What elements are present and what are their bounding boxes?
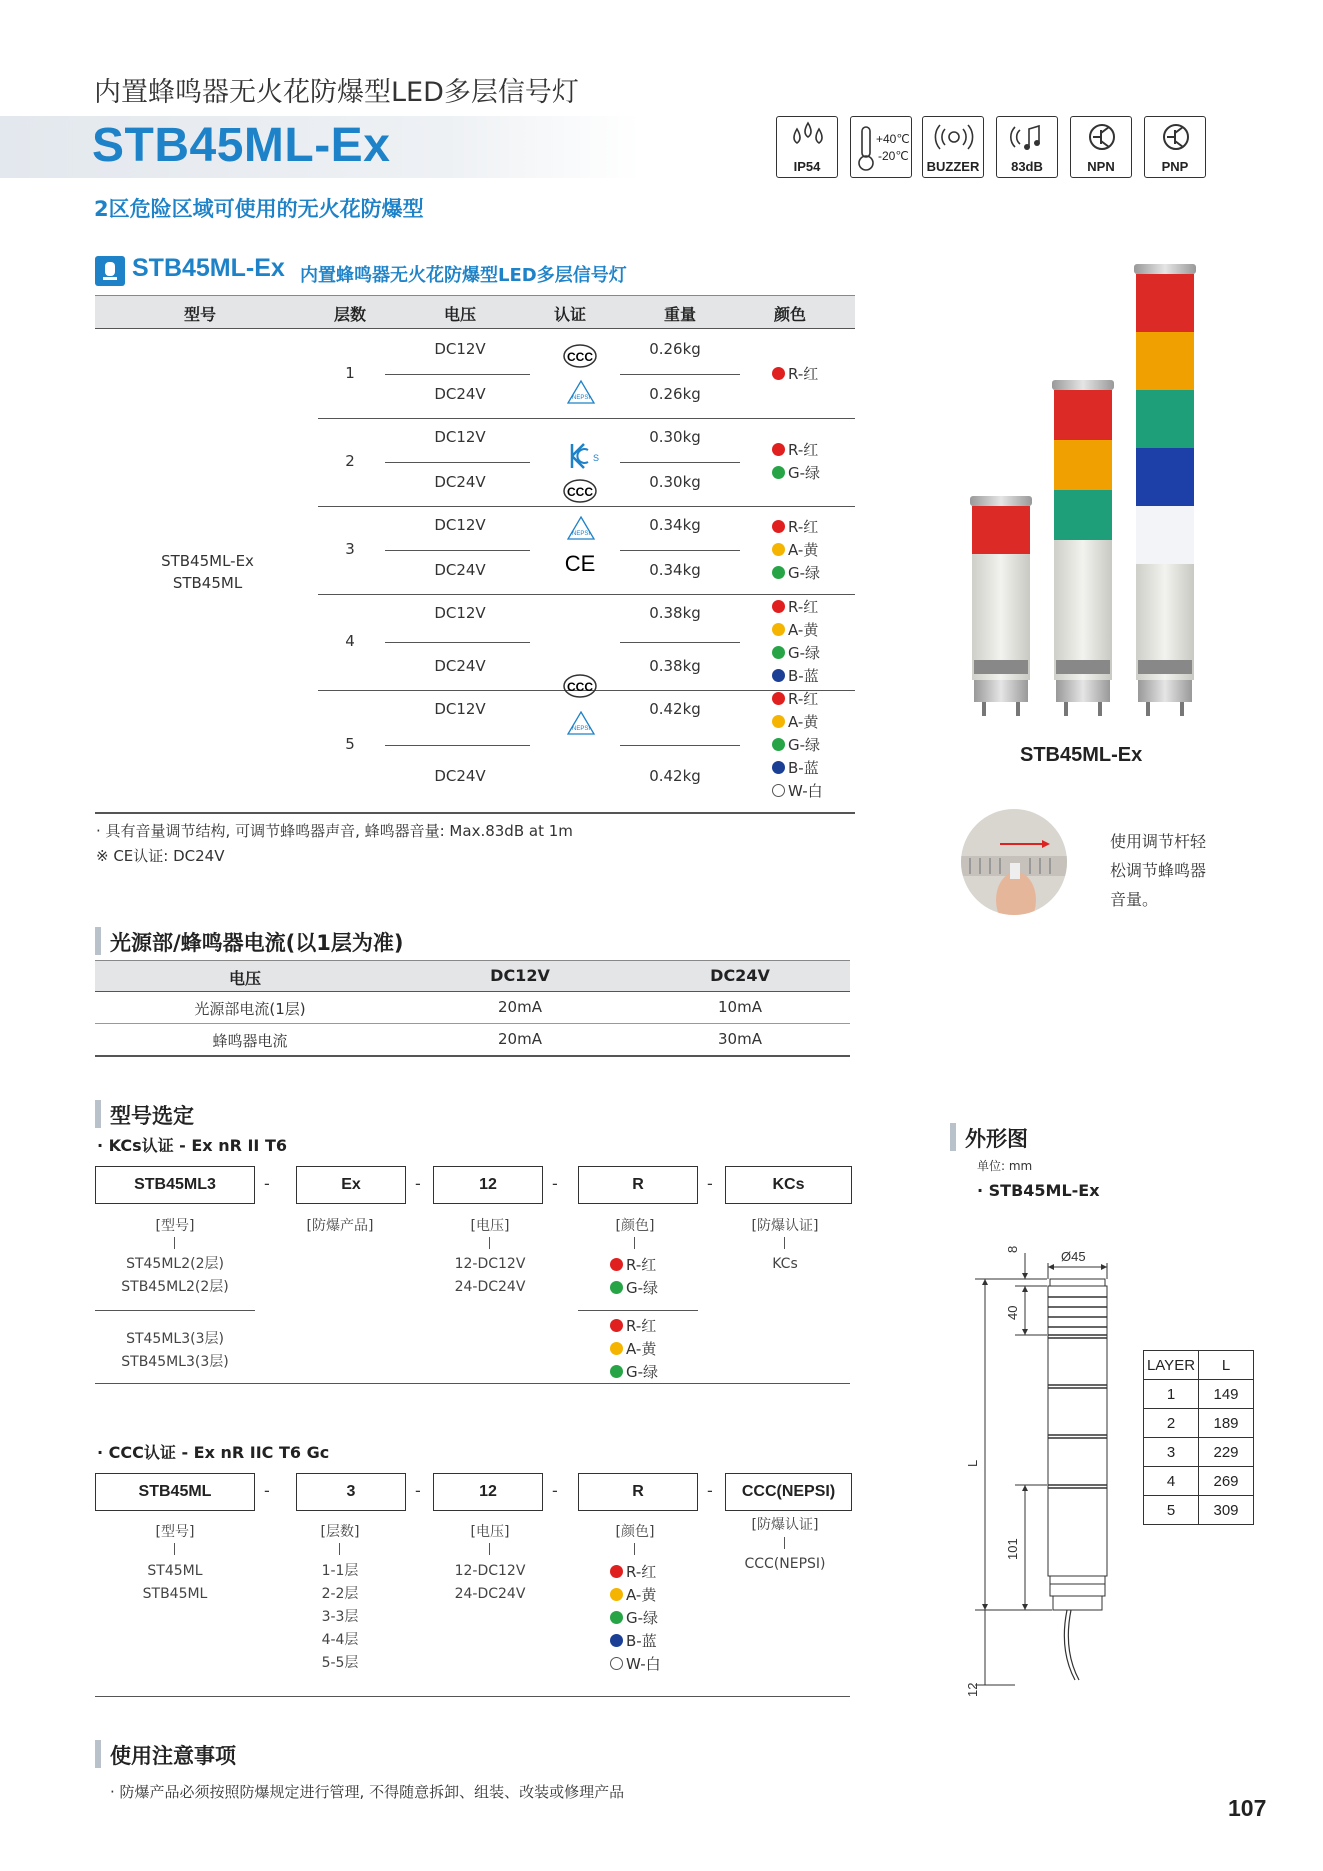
current-row-1-label: 光源部电流(1层): [194, 1000, 306, 1018]
kcs-label-cert: [防爆认证]: [751, 1218, 819, 1234]
color-option: R-红: [772, 596, 820, 619]
svg-text:8: 8: [1005, 1245, 1020, 1253]
color-dot: [610, 1342, 623, 1355]
code-box: CCC(NEPSI): [725, 1473, 852, 1511]
color-dot: [610, 1634, 623, 1647]
kcs-model-b1: ST45ML3(3层): [126, 1331, 224, 1347]
nepsi-cert-icon: [566, 379, 596, 405]
current-row-1-dc24: 10mA: [718, 998, 762, 1016]
kcs-colors-a: [610, 1254, 658, 1300]
svg-text:NEPSI: NEPSI: [571, 395, 591, 401]
ccc-label-layers: [层数]: [320, 1524, 360, 1540]
code-box: 12: [433, 1473, 543, 1511]
svg-text:CCC: CCC: [567, 680, 593, 694]
ccc-label-model: [型号]: [155, 1524, 195, 1540]
current-row-2-label: 蜂鸣器电流: [212, 1032, 288, 1050]
caution-item-1: · 防爆产品必须按照防爆规定进行管理, 不得随意拆卸、组装、改装或修理产品: [110, 1783, 625, 1801]
caution-section-bar: [95, 1740, 101, 1768]
kcs-voltage-24: 24-DC24V: [454, 1279, 526, 1295]
color-dot: [772, 466, 785, 479]
kcs-model-b2: STB45ML3(3层): [121, 1354, 229, 1370]
color-option: B-蓝: [772, 665, 820, 688]
weight-cell: 0.30kg: [649, 473, 701, 491]
code-box: STB45ML: [95, 1473, 255, 1511]
voltage-cell: DC12V: [434, 700, 486, 718]
dimension-title: 外形图: [965, 1127, 1028, 1151]
product-photo: [960, 260, 1220, 730]
product-table-header: 型号 层数 电压 认证 重量 颜色: [95, 295, 855, 329]
weight-cell: 0.38kg: [649, 604, 701, 622]
page-supertitle: 内置蜂鸣器无火花防爆型LED多层信号灯: [94, 77, 579, 108]
color-option: G-绿: [610, 1361, 658, 1384]
color-dot: [772, 443, 785, 456]
ccc-label-cert: [防爆认证]: [751, 1517, 819, 1533]
color-dot: [610, 1281, 623, 1294]
kcs-label-color: [颜色]: [615, 1218, 655, 1234]
row-separator: [318, 418, 855, 419]
note-volume: · 具有音量调节结构, 可调节蜂鸣器声音, 蜂鸣器音量: Max.83dB at 1m: [96, 822, 573, 840]
sound-icon: 83dB: [996, 116, 1058, 178]
layers-cell: 1: [345, 364, 355, 382]
layers-cell: 4: [345, 632, 355, 650]
page-title: STB45ML-Ex: [92, 119, 391, 172]
color-option: A-黄: [772, 711, 823, 734]
code-box: Ex: [296, 1166, 406, 1204]
color-option: G-绿: [772, 562, 820, 585]
layer-option: 3-3层: [321, 1609, 359, 1625]
layers-cell: 3: [345, 540, 355, 558]
code-box: KCs: [725, 1166, 852, 1204]
weight-cell: 0.42kg: [649, 700, 701, 718]
ccc-colors: [610, 1561, 661, 1676]
ccc-model-2: STB45ML: [142, 1586, 208, 1602]
code-separator: -: [415, 1481, 421, 1500]
kcs-cert-value: KCs: [772, 1256, 798, 1272]
current-table-header: 电压 DC12V DC24V: [95, 960, 850, 992]
table-bottom-line: [95, 812, 855, 814]
row-divider: [620, 745, 740, 746]
dimension-model: · STB45ML-Ex: [977, 1181, 1100, 1200]
kcs-subtitle: · KCs认证 - Ex nR II T6: [97, 1136, 288, 1155]
ccc-cert-value: CCC(NEPSI): [744, 1556, 826, 1572]
row-divider: [620, 642, 740, 643]
color-option: G-绿: [772, 462, 820, 485]
current-row-2-dc12: 20mA: [498, 1030, 542, 1048]
weight-cell: 0.34kg: [649, 516, 701, 534]
selection-section-title: 型号选定: [110, 1104, 194, 1128]
svg-text:CCC: CCC: [567, 350, 593, 364]
layer-option: 1-1层: [321, 1563, 359, 1579]
code-box: STB45ML3: [95, 1166, 255, 1204]
voltage-cell: DC24V: [434, 657, 486, 675]
water-drops-icon: IP54: [776, 116, 838, 178]
svg-text:Ø45: Ø45: [1061, 1249, 1086, 1264]
color-option: A-黄: [772, 619, 820, 642]
voltage-cell: DC24V: [434, 767, 486, 785]
dimension-unit: 单位: mm: [977, 1159, 1033, 1173]
weight-cell: 0.30kg: [649, 428, 701, 446]
color-dot: [610, 1611, 623, 1624]
kcs-label-voltage: [电压]: [470, 1218, 510, 1234]
svg-text:12: 12: [965, 1682, 980, 1697]
nepsi-cert-icon-3: [566, 710, 596, 736]
color-dot: [772, 566, 785, 579]
code-separator: -: [552, 1174, 558, 1193]
color-list: [772, 516, 820, 585]
header-stripes: [630, 116, 770, 178]
color-option: W-白: [610, 1653, 661, 1676]
ccc-cert-icon-3: [562, 672, 598, 700]
code-box: 12: [433, 1166, 543, 1204]
row-divider: [385, 745, 530, 746]
color-list: [772, 439, 820, 485]
ccc-voltage-24: 24-DC24V: [454, 1586, 526, 1602]
layers-cell: 2: [345, 452, 355, 470]
ccc-layer-list: [300, 1560, 380, 1675]
caution-title: 使用注意事项: [110, 1744, 236, 1768]
code-separator: -: [415, 1174, 421, 1193]
row-separator: [318, 506, 855, 507]
color-option: R-红: [772, 363, 818, 386]
kcs-model-a1: ST45ML2(2层): [126, 1256, 224, 1272]
color-option: G-绿: [610, 1277, 658, 1300]
color-dot: [610, 1258, 623, 1271]
color-option: A-黄: [772, 539, 820, 562]
ccc-voltage-12: 12-DC12V: [454, 1563, 526, 1579]
pnp-icon: PNP: [1144, 116, 1206, 178]
model-name-ex: STB45ML-Ex: [161, 552, 254, 570]
color-option: B-蓝: [772, 757, 823, 780]
svg-text:101: 101: [1005, 1538, 1020, 1560]
page-number: 107: [1228, 1795, 1267, 1821]
selection-section-bar: [95, 1100, 101, 1128]
color-list: [772, 688, 823, 803]
voltage-cell: DC12V: [434, 340, 486, 358]
weight-cell: 0.26kg: [649, 385, 701, 403]
voltage-cell: DC24V: [434, 473, 486, 491]
color-option: A-黄: [610, 1338, 658, 1361]
kcs-cert-icon: [566, 440, 598, 472]
svg-text:S: S: [593, 453, 600, 463]
code-box: R: [578, 1473, 698, 1511]
color-option: R-红: [610, 1315, 658, 1338]
color-dot: [610, 1319, 623, 1332]
ccc-subtitle: · CCC认证 - Ex nR IIC T6 Gc: [97, 1443, 330, 1462]
color-dot: [772, 761, 785, 774]
color-option: R-红: [772, 439, 820, 462]
volume-adjust-photo: [960, 808, 1068, 916]
color-dot: [772, 520, 785, 533]
ccc-cert-icon: [562, 342, 598, 370]
color-list: [772, 596, 820, 688]
page-subtitle: 2区危险区域可使用的无火花防爆型: [94, 197, 424, 221]
volume-adjust-caption: 使用调节杆轻 松调节蜂鸣器 音量。: [1110, 832, 1207, 909]
npn-icon: NPN: [1070, 116, 1132, 178]
color-option: R-红: [772, 516, 820, 539]
current-row-1-dc12: 20mA: [498, 998, 542, 1016]
color-option: A-黄: [610, 1584, 661, 1607]
ccc-label-color: [颜色]: [615, 1524, 655, 1540]
weight-cell: 0.38kg: [649, 657, 701, 675]
lamp-icon: [95, 256, 125, 286]
kcs-label-model: [型号]: [155, 1218, 195, 1234]
color-dot: [772, 367, 785, 380]
row-divider: [620, 374, 740, 375]
kcs-label-ex: [防爆产品]: [306, 1218, 374, 1234]
color-dot: [610, 1565, 623, 1578]
color-list: [772, 363, 818, 386]
code-separator: -: [264, 1481, 270, 1500]
color-dot: [772, 784, 785, 797]
color-option: R-红: [772, 688, 823, 711]
layers-cell: 5: [345, 735, 355, 753]
svg-text:NEPSI: NEPSI: [571, 726, 591, 732]
current-row-2-dc24: 30mA: [718, 1030, 762, 1048]
layer-option: 2-2层: [321, 1586, 359, 1602]
code-separator: -: [552, 1481, 558, 1500]
dimension-section-bar: [950, 1123, 956, 1151]
row-divider: [620, 462, 740, 463]
color-option: G-绿: [772, 734, 823, 757]
color-dot: [610, 1588, 623, 1601]
voltage-cell: DC12V: [434, 516, 486, 534]
code-separator: -: [707, 1481, 713, 1500]
nepsi-cert-icon-2: [566, 515, 596, 541]
voltage-cell: DC24V: [434, 561, 486, 579]
color-option: W-白: [772, 780, 823, 803]
code-box: 3: [296, 1473, 406, 1511]
voltage-cell: DC24V: [434, 385, 486, 403]
section-product-code: STB45ML-Ex: [132, 254, 285, 282]
color-dot: [772, 738, 785, 751]
row-divider: [385, 550, 530, 551]
code-separator: -: [264, 1174, 270, 1193]
color-dot: [772, 543, 785, 556]
ccc-model-1: ST45ML: [147, 1563, 203, 1579]
color-option: R-红: [610, 1561, 661, 1584]
layer-option: 5-5层: [321, 1655, 359, 1671]
layer-length-table: LAYER L 1 149 2 189 3 229 4 269 5 309: [1143, 1350, 1254, 1525]
svg-text:CE: CE: [564, 551, 596, 576]
svg-text:CCC: CCC: [567, 485, 593, 499]
color-option: B-蓝: [610, 1630, 661, 1653]
ccc-label-voltage: [电压]: [470, 1524, 510, 1540]
color-dot: [772, 623, 785, 636]
row-divider: [385, 374, 530, 375]
color-option: R-红: [610, 1254, 658, 1277]
current-section-bar: [95, 927, 101, 955]
color-option: G-绿: [610, 1607, 661, 1630]
weight-cell: 0.34kg: [649, 561, 701, 579]
code-box: R: [578, 1166, 698, 1204]
note-ce: ※ CE认证: DC24V: [96, 847, 225, 865]
row-divider: [385, 462, 530, 463]
svg-text:40: 40: [1005, 1305, 1020, 1320]
color-dot: [772, 600, 785, 613]
color-dot: [772, 692, 785, 705]
code-separator: -: [707, 1174, 713, 1193]
svg-text:L: L: [965, 1459, 980, 1467]
current-section-title: 光源部/蜂鸣器电流(以1层为准): [110, 931, 404, 955]
model-name: STB45ML: [172, 574, 243, 592]
section-product-name: 内置蜂鸣器无火花防爆型LED多层信号灯: [300, 265, 627, 286]
voltage-cell: DC12V: [434, 604, 486, 622]
kcs-model-a2: STB45ML2(2层): [121, 1279, 229, 1295]
thermometer-icon: +40℃ -20℃: [850, 116, 912, 178]
dimension-drawing: [955, 1235, 1125, 1715]
product-photo-caption: STB45ML-Ex: [1020, 744, 1143, 766]
kcs-colors-b: [610, 1315, 658, 1384]
color-dot: [772, 646, 785, 659]
weight-cell: 0.26kg: [649, 340, 701, 358]
ce-cert-icon: [564, 550, 596, 576]
color-dot: [610, 1657, 623, 1670]
voltage-cell: DC12V: [434, 428, 486, 446]
color-dot: [772, 715, 785, 728]
layer-option: 4-4层: [321, 1632, 359, 1648]
svg-text:NEPSI: NEPSI: [571, 531, 591, 537]
color-option: G-绿: [772, 642, 820, 665]
buzzer-icon: BUZZER: [922, 116, 984, 178]
color-dot: [610, 1365, 623, 1378]
ccc-cert-icon-2: [562, 477, 598, 505]
color-dot: [772, 669, 785, 682]
kcs-voltage-12: 12-DC12V: [454, 1256, 526, 1272]
weight-cell: 0.42kg: [649, 767, 701, 785]
row-divider: [620, 550, 740, 551]
row-divider: [385, 642, 530, 643]
